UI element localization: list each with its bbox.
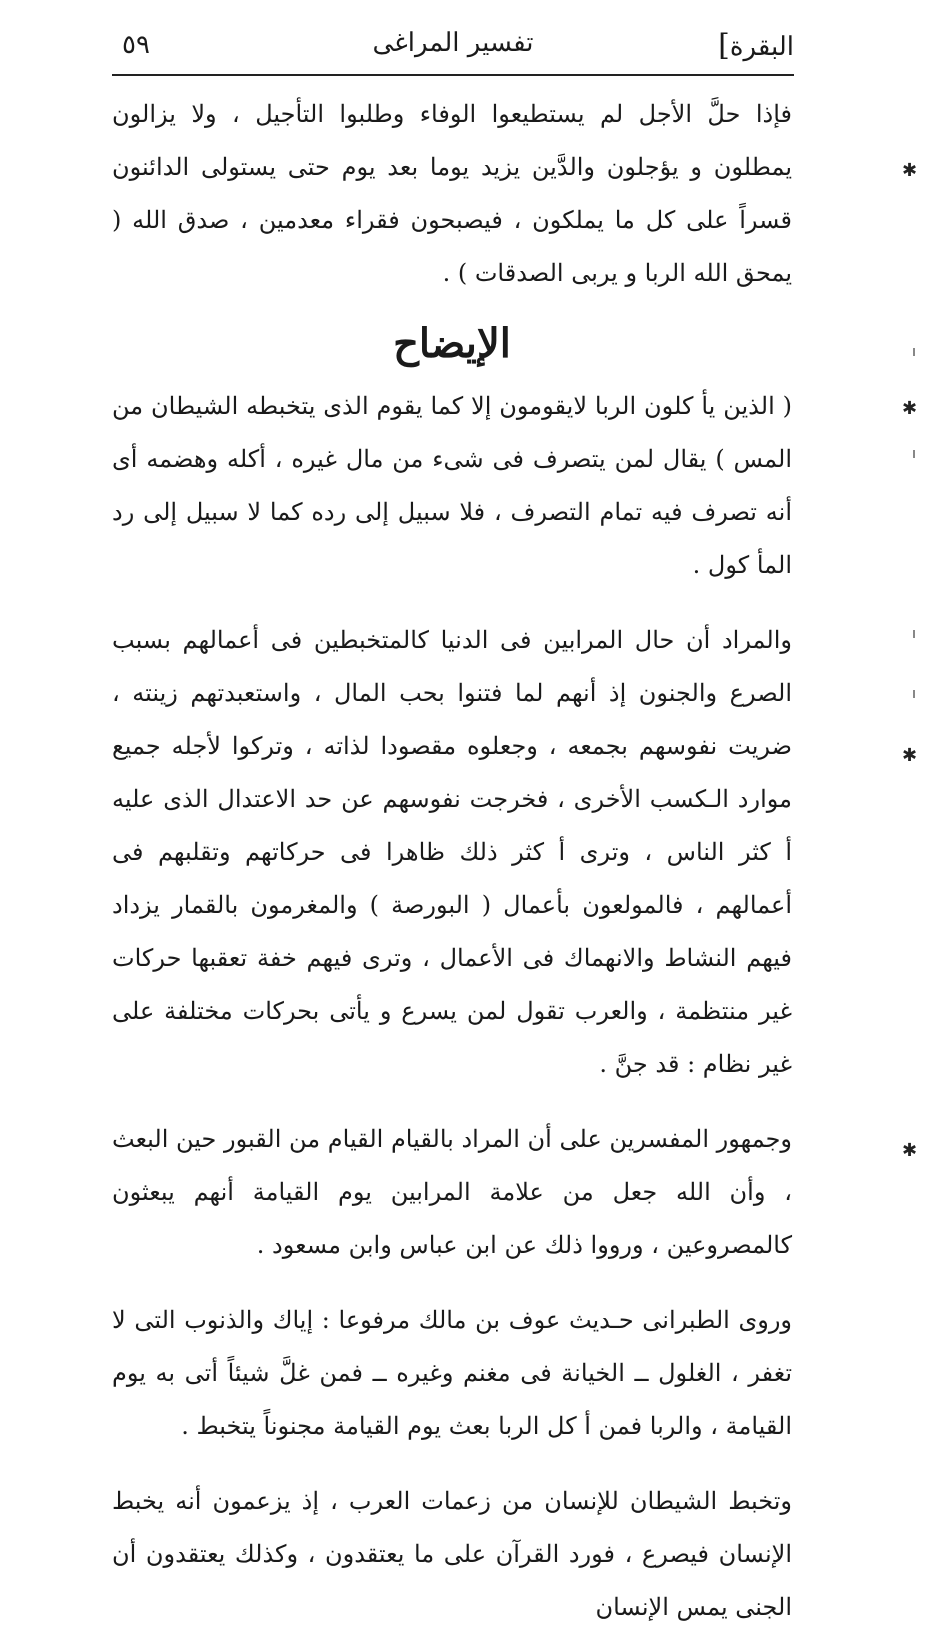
section-heading: الإيضاح xyxy=(393,320,511,367)
running-title: تفسير المراغى xyxy=(372,28,534,58)
paragraph-arab-beliefs: وتخبط الشيطان للإنسان من زعمات العرب ، إذ يزعمون أنه يخبط الإنسان فيصرع ، فورد القرآن على ما يعتقدون ، وكذلك يعتقدون أن الجنى يمس الإنسان xyxy=(112,1487,792,1621)
surah-name: البقرة] xyxy=(718,28,794,63)
paragraph-hadith: وروى الطبرانى حـديث عوف بن مالك مرفوعا : إياك والذنوب التى لا تغفر ، الغلول ــ الخيانة فى مغنم وغيره ــ فمن غلَّ شيئاً أتى به يوم القيامة ، والربا فمن أ كل الربا بعث يوم القيامة مجنوناً يتخبط . xyxy=(112,1306,792,1440)
margin-tick xyxy=(913,348,915,356)
header-bracket: ] xyxy=(718,28,730,63)
margin-tick xyxy=(913,690,915,698)
page-header xyxy=(112,22,794,70)
margin-tick xyxy=(913,450,915,458)
page-number: ٥٩ xyxy=(122,30,150,60)
margin-ornament-icon: ✱ xyxy=(902,160,918,181)
paragraph-verse-explanation: ( الذين يأ كلون الربا لايقومون إلا كما يقوم الذى يتخبطه الشيطان من المس ) يقال لمن يتصرف فى شىء من مال غيره ، أكله وهضمه أى أنه تصرف فيه تمام التصرف ، فلا سبيل إلى رده كما لا سبيل إلى رد المأ كول . xyxy=(112,392,792,579)
body-text xyxy=(112,88,792,1634)
paragraph-majority-view: وجمهور المفسرين على أن المراد بالقيام القيام من القبور حين البعث ، وأن الله جعل من علامة المرابين يوم القيامة أنهم يبعثون كالمصروعين ، ورووا ذلك عن ابن عباس وابن مسعود . xyxy=(112,1125,792,1259)
header-rule xyxy=(112,74,794,76)
paragraph-meaning: والمراد أن حال المرابين فى الدنيا كالمتخبطين فى أعمالهم بسبب الصرع والجنون إذ أنهم لما فتنوا بحب المال ، واستعبدتهم زينته ، ضريت نفوسهم بجمعه ، وجعلوه مقصودا لذاته ، وتركوا لأجله جميع موارد الـكسب الأخرى ، فخرجت نفوسهم عن حد الاعتدال الذى عليه أ كثر الناس ، وترى أ كثر ذلك ظاهرا فى حركاتهم وتقلبهم فى أعمالهم ، فالمولعون بأعمال ( البورصة ) والمغرمون بالقمار يزداد فيهم النشاط والانهماك فى الأعمال ، وترى فيهم خفة تعقبها حركات غير منتظمة ، والعرب تقول لمن يسرع و يأتى بحركات مختلفة على غير نظام : قد جنَّ . xyxy=(112,626,793,1078)
margin-ornament-icon: ✱ xyxy=(902,398,918,419)
margin-tick xyxy=(913,630,915,638)
margin-ornament-icon: ✱ xyxy=(902,745,918,766)
margin-ornament-icon: ✱ xyxy=(902,1140,918,1161)
paragraph-continuation: فإذا حلَّ الأجل لم يستطيعوا الوفاء وطلبوا التأجيل ، ولا يزالون يمطلون و يؤجلون والدَّين يزيد يوما بعد يوم حتى يستولى الدائنون قسراً على كل ما يملكون ، فيصبحون فقراء معدمين ، صدق الله ( يمحق الله الربا و يربى الصدقات ) . xyxy=(112,100,792,287)
